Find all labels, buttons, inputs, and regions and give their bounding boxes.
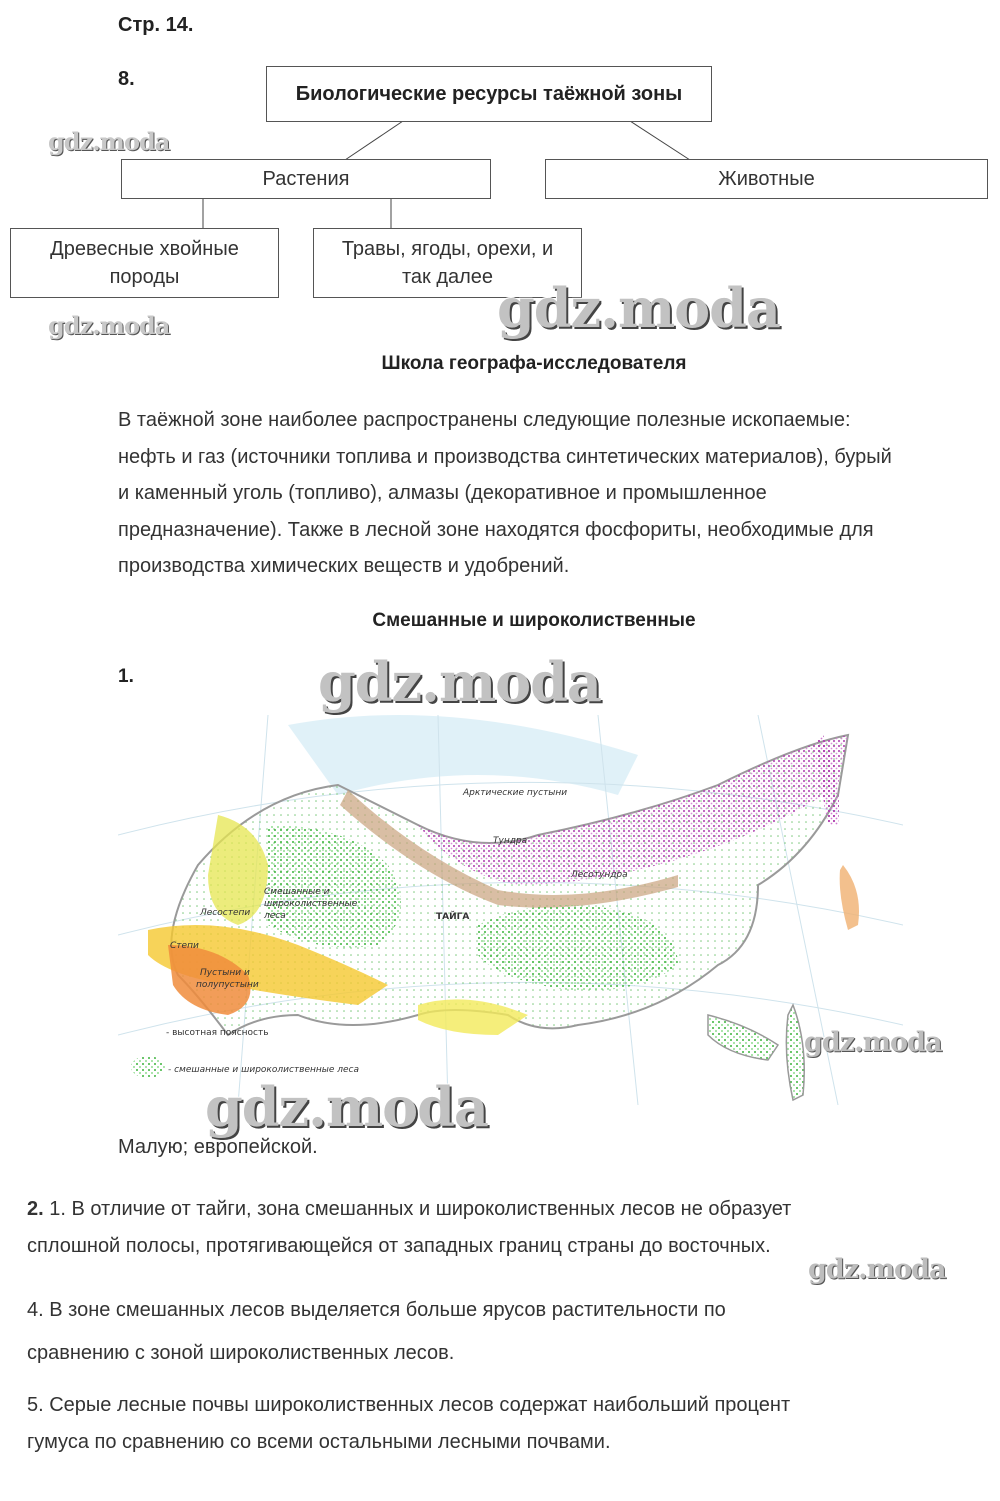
task-2-item-1-line2: сплошной полосы, протягивающейся от западных границ страны до восточных. <box>27 1234 771 1257</box>
mixed-forests-heading: Смешанные и широколиственные <box>372 610 696 631</box>
page-reference: Стр. 14. <box>118 14 194 36</box>
task-2-number: 2. <box>27 1198 44 1220</box>
legend-mixed-swatch <box>131 1056 165 1078</box>
diagram-conifers-box <box>10 228 279 298</box>
school-paragraph-line: и каменный уголь (топливо), алмазы (декоративное и промышленное <box>118 482 767 504</box>
task-2-item-5-line1: 5. Серые лесные почвы широколиственных лесов содержат наибольший процент <box>27 1394 791 1416</box>
task-1-number: 1. <box>118 666 134 687</box>
watermark: gdz.moda <box>48 127 170 156</box>
school-paragraph-line: предназначение). Также в лесной зоне находятся фосфориты, необходимые для <box>118 518 874 541</box>
diagram-conifers-line1: Древесные хвойные <box>50 238 239 260</box>
natural-zones-map <box>118 715 903 1105</box>
label-taiga: ТАЙГА <box>436 912 470 922</box>
diagram-animals-label: Животные <box>718 168 815 190</box>
legend-altitude: - высотная поясность <box>166 1028 269 1038</box>
watermark: gdz.moda <box>318 650 601 714</box>
legend-mixed: - смешанные и широколиственные леса <box>168 1065 360 1075</box>
diagram-plants-label: Растения <box>262 168 350 190</box>
watermark: gdz.moda <box>804 1027 942 1058</box>
watermark: gdz.moda <box>205 1075 488 1139</box>
task-8-number: 8. <box>118 68 135 90</box>
task-2-item-4 <box>27 1289 726 1375</box>
watermark: gdz.moda <box>808 1254 946 1285</box>
label-desert-2: полупустыни <box>196 980 259 990</box>
school-paragraph <box>118 402 988 585</box>
label-mixed-3: леса <box>264 911 286 921</box>
task-2-item-4-line1: 4. В зоне смешанных лесов выделяется больше ярусов растительности по <box>27 1299 726 1321</box>
diagram-root-label: Биологические ресурсы таёжной зоны <box>295 83 683 105</box>
watermark: gdz.moda <box>497 276 780 340</box>
school-heading: Школа географа-исследователя <box>381 353 687 374</box>
label-mixed-2: широколиственные <box>264 899 358 909</box>
diagram-plants-box <box>121 159 491 199</box>
label-tundra: Тундра <box>493 836 528 846</box>
diagram-herbs-line1: Травы, ягоды, орехи, и <box>341 238 554 260</box>
task-2-item-5 <box>27 1387 790 1460</box>
task-2-item-4-line2: сравнению с зоной широколиственных лесов. <box>27 1342 455 1364</box>
label-steppe: Степи <box>170 941 199 951</box>
school-paragraph-line: производства химических веществ и удобрений. <box>118 555 570 577</box>
watermark: gdz.moda <box>48 311 170 340</box>
school-paragraph-line: нефть и газ (источники топлива и производства синтетических материалов), бурый <box>118 445 892 468</box>
label-arctic: Арктические пустыни <box>463 788 568 798</box>
diagram-conifers-line2: породы <box>109 266 180 288</box>
answer-1: Малую; европейской. <box>118 1136 318 1158</box>
school-paragraph-line: В таёжной зоне наиболее распространены следующие полезные ископаемые: <box>118 409 851 431</box>
diagram-herbs-line2: так далее <box>401 266 494 288</box>
label-forest-steppe: Лесостепи <box>200 908 251 918</box>
diagram-root-box <box>266 66 712 122</box>
task-2-item-5-line2: гумуса по сравнению со всеми остальными лесными почвами. <box>27 1430 611 1453</box>
diagram-animals-box <box>545 159 988 199</box>
label-mixed-1: Смешанные и <box>264 887 330 897</box>
label-forest-tundra: Лесотундра <box>571 870 628 880</box>
label-desert-1: Пустыни и <box>200 968 250 978</box>
task-2-item-1-line1: 1. В отличие от тайги, зона смешанных и широколиственных лесов не образует <box>43 1198 792 1220</box>
